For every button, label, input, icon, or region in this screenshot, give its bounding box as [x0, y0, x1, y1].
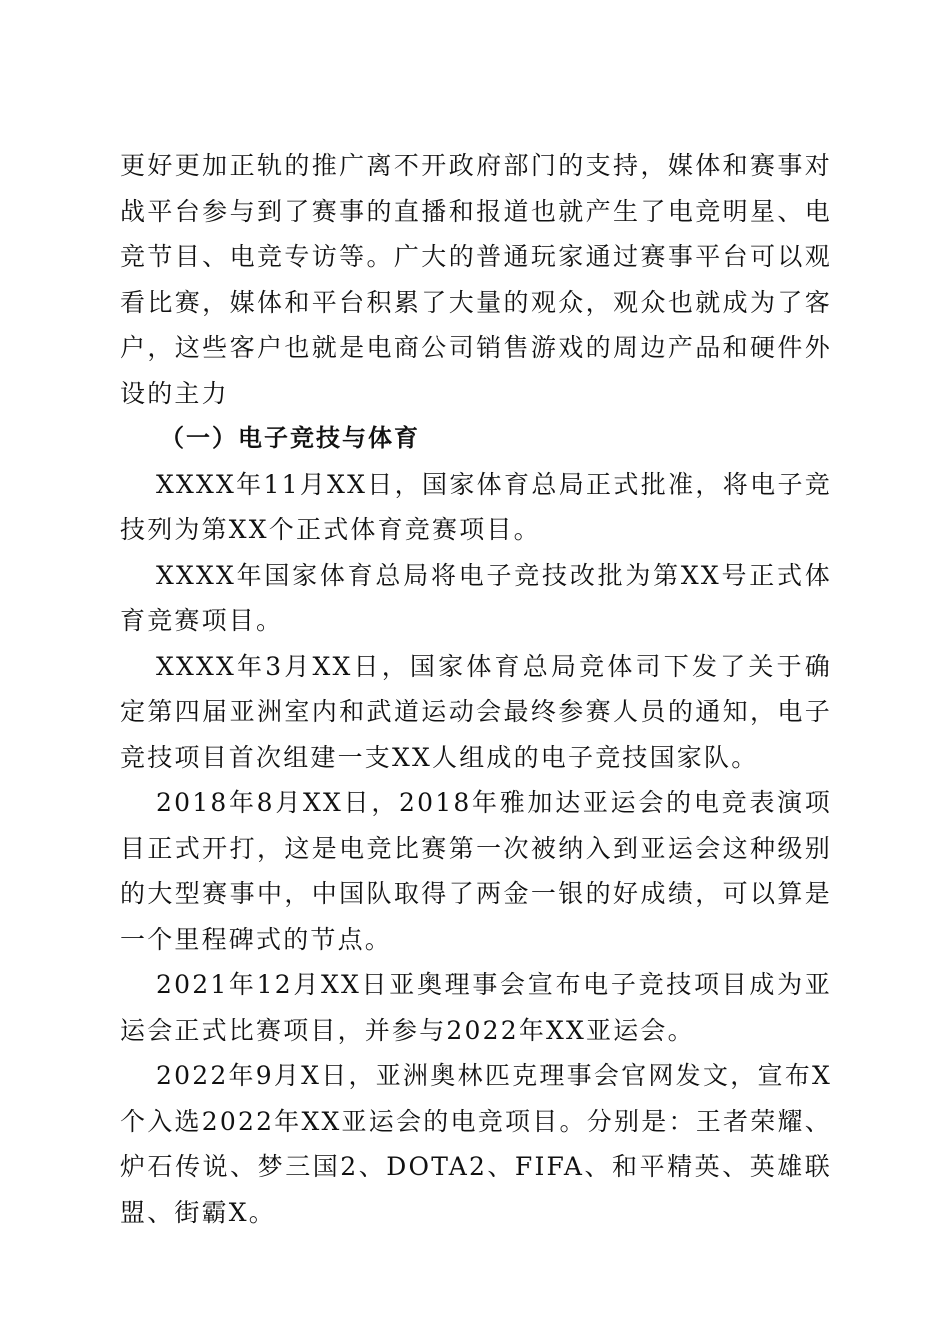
intro-paragraph: 更好更加正轨的推广离不开政府部门的支持，媒体和赛事对战平台参与到了赛事的直播和报道也就产生了电竞明星、电竞节目、电竞专访等。广大的普通玩家通过赛事平台可以观看比赛，媒体和平台积累了大量的观众，观众也就成为了客户，这些客户也就是电商公司销售游戏的周边产品和硬件外设的主力 [120, 151, 832, 408]
timeline-paragraph: 2021年12月XX日亚奥理事会宣布电子竞技项目成为亚运会正式比赛项目，并参与2022年XX亚运会。 [120, 970, 832, 1045]
timeline-paragraph: XXXX年11月XX日，国家体育总局正式批准，将电子竞技列为第XX个正式体育竞赛项目。 [120, 469, 832, 544]
timeline-paragraph: 2018年8月XX日，2018年雅加达亚运会的电竞表演项目正式开打，这是电竞比赛第一次被纳入到亚运会这种级别的大型赛事中，中国队取得了两金一银的好成绩，可以算是一个里程碑式的节点。 [120, 788, 832, 954]
timeline-paragraph: XXXX年3月XX日，国家体育总局竞体司下发了关于确定第四届亚洲室内和武道运动会最终参赛人员的通知，电子竞技项目首次组建一支XX人组成的电子竞技国家队。 [120, 651, 832, 772]
timeline-paragraph: XXXX年国家体育总局将电子竞技改批为第XX号正式体育竞赛项目。 [120, 560, 832, 635]
timeline-paragraph: 2022年9月X日，亚洲奥林匹克理事会官网发文，宣布X个入选2022年XX亚运会的电竞项目。分别是：王者荣耀、炉石传说、梦三国2、DOTA2、FIFA、和平精英、英雄联盟、街霸X。 [120, 1061, 832, 1227]
document-body [120, 143, 832, 1235]
section-heading: （一）电子竞技与体育 [160, 424, 420, 452]
